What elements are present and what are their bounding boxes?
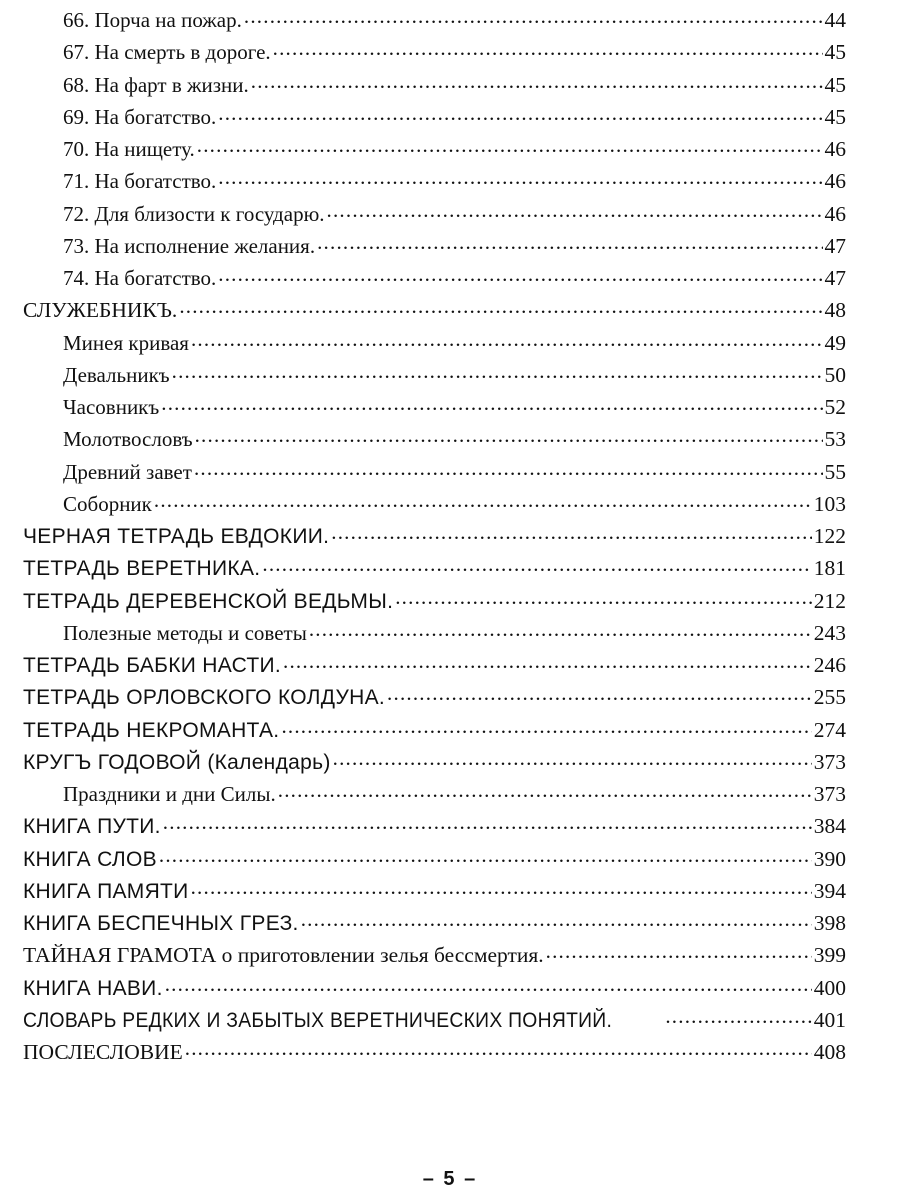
toc-section-title: ЧЕРНАЯ ТЕТРАДЬ ЕВДОКИИ.: [23, 525, 330, 548]
dot-leader: [546, 940, 812, 962]
toc-section-title: ТЕТРАДЬ ВЕРЕТНИКА.: [23, 557, 261, 581]
dot-leader: [163, 811, 812, 833]
toc-entry-page: 44: [824, 8, 846, 32]
toc-section-page: 401: [813, 1007, 846, 1032]
toc-entry-title: 71. На богатство.: [63, 169, 217, 194]
dot-leader: [262, 553, 811, 575]
toc-entry[interactable]: [63, 423, 846, 455]
dot-leader: [159, 844, 812, 866]
toc-entry[interactable]: [63, 133, 846, 165]
toc-section-page: 255: [813, 685, 846, 710]
toc-entry-title: 73. На исполнение желания.: [63, 233, 316, 258]
table-of-contents: [0, 4, 900, 1068]
toc-entry-page: 103: [813, 491, 846, 516]
toc-entry-page: 50: [824, 362, 846, 387]
dot-leader: [331, 521, 811, 543]
toc-entry-page: 46: [824, 137, 846, 161]
toc-entry-title: 67. На смерть в дороге.: [63, 40, 271, 65]
dot-leader: [191, 876, 812, 898]
toc-entry-title: 68. На фарт в жизни.: [63, 72, 249, 97]
toc-section-title: СЛОВАРЬ РЕДКИХ И ЗАБЫТЫХ ВЕРЕТНИЧЕСКИХ ПОНЯТИЙ.: [23, 1008, 613, 1032]
toc-section-page: 390: [813, 846, 846, 871]
dot-leader: [251, 70, 823, 92]
toc-entry[interactable]: [63, 778, 846, 810]
toc-section[interactable]: [23, 972, 846, 1004]
toc-entry-title: 66. Порча на пожар.: [63, 8, 242, 32]
dot-leader: [309, 618, 812, 640]
toc-entry-title: 69. На богатство.: [63, 104, 217, 129]
dot-leader: [395, 586, 812, 608]
toc-entry[interactable]: [63, 262, 846, 294]
toc-section-page: 398: [813, 911, 846, 935]
dot-leader: [154, 489, 812, 511]
toc-section[interactable]: [23, 1004, 846, 1036]
toc-section-title: КНИГА ПАМЯТИ: [23, 879, 189, 903]
toc-entry[interactable]: [63, 198, 846, 230]
toc-entry-page: 53: [824, 427, 846, 452]
toc-entry-page: 47: [824, 233, 846, 258]
toc-section[interactable]: [23, 681, 846, 713]
toc-entry-title: Минея кривая: [63, 330, 189, 355]
toc-section-title: ТЕТРАДЬ БАБКИ НАСТИ.: [23, 654, 282, 677]
toc-section[interactable]: [23, 520, 846, 552]
toc-entry-title: Девальникъ: [63, 362, 170, 387]
toc-section-title: ТЕТРАДЬ НЕКРОМАНТА.: [23, 718, 280, 742]
toc-section[interactable]: [23, 294, 846, 326]
toc-entry-title: Древний завет: [63, 459, 192, 484]
toc-section-page: 384: [813, 814, 846, 839]
dot-leader: [278, 779, 812, 801]
toc-entry[interactable]: [63, 69, 846, 101]
toc-section-page: 212: [813, 588, 846, 613]
toc-section[interactable]: [23, 552, 846, 584]
dot-leader: [387, 682, 812, 704]
toc-section[interactable]: [23, 875, 846, 907]
toc-entry-page: 45: [824, 104, 846, 129]
toc-entry[interactable]: [63, 391, 846, 423]
toc-section-title: КРУГЪ ГОДОВОЙ (Календарь): [23, 750, 331, 774]
dot-leader: [281, 715, 811, 737]
dot-leader: [172, 360, 823, 382]
toc-entry[interactable]: [63, 4, 846, 36]
toc-entry-title: Молотвословъ: [63, 427, 193, 452]
toc-entry[interactable]: [63, 456, 846, 488]
toc-section-page: 373: [813, 749, 846, 774]
toc-entry-title: Праздники и дни Силы.: [63, 782, 276, 806]
dot-leader: [218, 263, 822, 285]
toc-entry-title: Часовникъ: [63, 395, 160, 419]
toc-section-page: 408: [813, 1040, 846, 1064]
toc-entry-title: 72. Для близости к государю.: [63, 201, 325, 226]
toc-entry[interactable]: [63, 36, 846, 68]
toc-entry-page: 243: [813, 620, 846, 645]
toc-section[interactable]: [23, 649, 846, 681]
dot-leader: [191, 328, 823, 350]
toc-section[interactable]: [23, 810, 846, 842]
toc-section-page: 122: [813, 524, 846, 548]
toc-entry-page: 46: [824, 201, 846, 226]
toc-section-title: КНИГА СЛОВ: [23, 847, 157, 871]
toc-entry-page: 52: [824, 395, 846, 419]
toc-entry-title: Соборник: [63, 491, 152, 516]
dot-leader: [185, 1037, 812, 1059]
toc-entry-page: 46: [824, 169, 846, 194]
dot-leader: [161, 392, 822, 414]
toc-entry[interactable]: [63, 327, 846, 359]
dot-leader: [194, 457, 823, 479]
toc-entry[interactable]: [63, 488, 846, 520]
toc-section[interactable]: [23, 1036, 846, 1068]
toc-entry[interactable]: [63, 101, 846, 133]
toc-section[interactable]: [23, 843, 846, 875]
dot-leader: [165, 973, 812, 995]
toc-section-page: 400: [813, 975, 846, 1000]
toc-entry[interactable]: [63, 617, 846, 649]
dot-leader: [197, 134, 823, 156]
toc-section[interactable]: [23, 585, 846, 617]
toc-section[interactable]: [23, 746, 846, 778]
dot-leader: [244, 5, 823, 27]
dot-leader: [179, 295, 822, 317]
dot-leader: [333, 747, 812, 769]
dot-leader: [665, 1005, 811, 1027]
toc-section-title: КНИГА ПУТИ.: [23, 815, 161, 839]
dot-leader: [218, 166, 822, 188]
toc-section-title: КНИГА НАВИ.: [23, 976, 163, 1000]
dot-leader: [218, 102, 822, 124]
toc-section-title: ТЕТРАДЬ ОРЛОВСКОГО КОЛДУНА.: [23, 686, 386, 710]
toc-entry-title: 74. На богатство.: [63, 266, 217, 290]
dot-leader: [317, 231, 822, 253]
toc-entry-page: 45: [824, 72, 846, 97]
page-number: – 5 –: [422, 1168, 478, 1190]
toc-section-title: СЛУЖЕБНИКЪ.: [23, 298, 178, 323]
toc-entry[interactable]: [63, 359, 846, 391]
toc-section-page: 399: [813, 943, 846, 968]
toc-section-page: 48: [824, 298, 846, 323]
toc-section-title: ПОСЛЕСЛОВИЕ: [23, 1040, 183, 1064]
toc-section-title: КНИГА БЕСПЕЧНЫХ ГРЕЗ.: [23, 912, 299, 935]
toc-section-page: 181: [813, 556, 846, 581]
toc-entry-page: 373: [813, 782, 846, 806]
dot-leader: [327, 199, 823, 221]
toc-section[interactable]: [23, 907, 846, 939]
toc-section[interactable]: [23, 714, 846, 746]
dot-leader: [301, 908, 812, 930]
toc-entry-page: 49: [824, 330, 846, 355]
dot-leader: [273, 37, 823, 59]
toc-entry[interactable]: [63, 230, 846, 262]
toc-section-title: ТЕТРАДЬ ДЕРЕВЕНСКОЙ ВЕДЬМЫ.: [23, 589, 394, 613]
toc-section[interactable]: [23, 939, 846, 971]
toc-entry-page: 55: [824, 459, 846, 484]
toc-entry-title: 70. На нищету.: [63, 137, 195, 161]
toc-section-page: 394: [813, 878, 846, 903]
toc-entry[interactable]: [63, 165, 846, 197]
toc-section-title: ТАЙНАЯ ГРАМОТА о приготовлении зелья бессмертия.: [23, 943, 544, 968]
toc-entry-page: 45: [824, 40, 846, 65]
toc-section-page: 274: [813, 717, 846, 742]
toc-entry-page: 47: [824, 266, 846, 290]
dot-leader: [195, 424, 823, 446]
toc-entry-title: Полезные методы и советы: [63, 620, 307, 645]
toc-section-page: 246: [813, 653, 846, 677]
dot-leader: [283, 650, 812, 672]
